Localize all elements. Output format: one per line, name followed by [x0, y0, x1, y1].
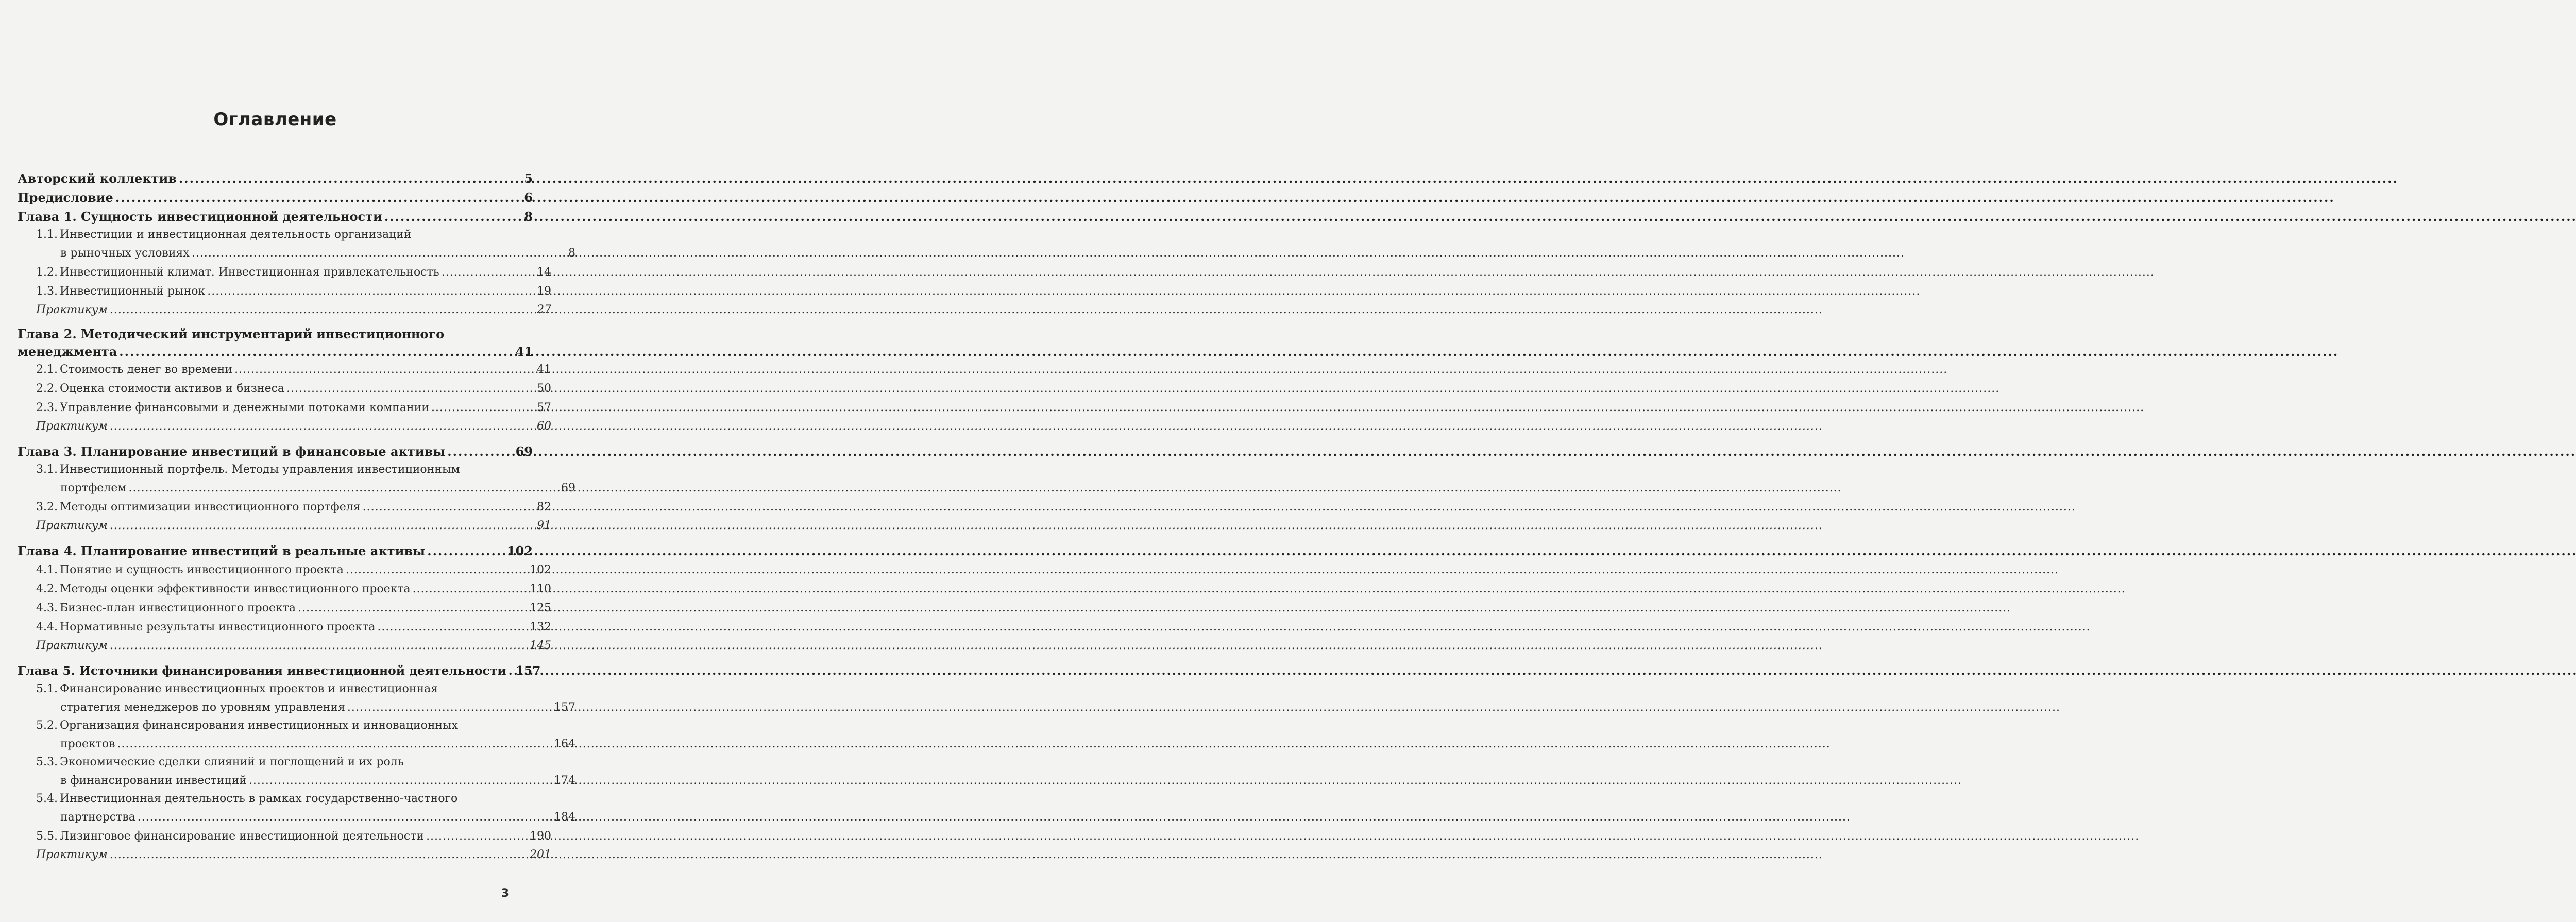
- section-page: 14: [537, 266, 551, 279]
- toc-section-4-4: [18, 618, 551, 637]
- section-label: Инвестиционная деятельность в рамках государственно-частного: [60, 792, 458, 805]
- toc-chapter-1: [18, 207, 533, 226]
- section-page: 164: [554, 738, 575, 750]
- toc-section-5-3: [18, 754, 533, 771]
- section-label: Организация финансирования инвестиционных и инновационных: [60, 719, 459, 732]
- toc-chapter-2: Глава 2. Методический инструментарий инвестиционного: [18, 327, 445, 342]
- page-number: 3: [501, 887, 509, 900]
- toc-section-4-1: [18, 560, 551, 579]
- section-label: Инвестиционный рынок: [60, 285, 206, 298]
- toc-page: [18, 0, 575, 922]
- section-label: Нормативные результаты инвестиционного проекта: [60, 621, 376, 634]
- section-page: 82: [537, 501, 551, 514]
- section-page: 19: [537, 285, 551, 298]
- section-label-cont: в финансировании инвестиций: [60, 774, 247, 787]
- section-label: Финансирование инвестиционных проектов и инвестиционная: [60, 682, 438, 695]
- section-label: Инвестиционный портфель. Методы управления инвестиционным: [60, 463, 460, 476]
- section-number: 4.3.: [36, 602, 58, 614]
- toc-practicum-1: [18, 301, 551, 319]
- toc-practicum-5: [18, 846, 551, 864]
- section-number: 1.3.: [36, 285, 58, 298]
- section-number: 2.1.: [36, 363, 58, 376]
- section-label: Методы оценки эффективности инвестиционного проекта: [60, 583, 411, 595]
- dot-leader: [110, 417, 535, 436]
- section-number: 4.1.: [36, 564, 58, 576]
- toc-section-3-1-cont: [18, 479, 575, 498]
- section-number: 3.1.: [36, 463, 58, 476]
- toc-section-5-1-cont: [18, 698, 575, 717]
- dot-leader: [234, 360, 535, 379]
- dot-leader: [413, 579, 528, 599]
- section-number: 1.2.: [36, 266, 58, 279]
- dot-leader: [427, 541, 505, 560]
- section-page: 69: [561, 482, 575, 494]
- toc-section-3-2: [18, 498, 551, 517]
- section-page: 132: [530, 621, 551, 634]
- section-number: 5.3.: [36, 756, 58, 769]
- section-number: 5.1.: [36, 682, 58, 695]
- section-page: 50: [537, 382, 551, 395]
- toc-chapter-3: [18, 442, 533, 461]
- section-number: 5.4.: [36, 792, 58, 805]
- practicum-page: 201: [530, 848, 551, 861]
- dot-leader: [509, 661, 514, 680]
- toc-chapter-label: Глава 4. Планирование инвестиций в реальные активы: [18, 543, 426, 558]
- toc-section-4-3: [18, 599, 551, 618]
- dot-leader: [442, 263, 535, 282]
- toc-chapter-5: [18, 661, 541, 680]
- section-number: 2.3.: [36, 401, 58, 414]
- toc-section-5-4: [18, 790, 533, 808]
- section-label: Методы оптимизации инвестиционного портфеля: [60, 501, 361, 514]
- section-number: 4.2.: [36, 583, 58, 595]
- toc-section-5-1: [18, 680, 533, 698]
- toc-chapter-page: 41: [515, 344, 533, 359]
- toc-section-5-2: [18, 717, 533, 735]
- dot-leader: [138, 808, 552, 827]
- dot-leader: [115, 188, 522, 207]
- section-page: 57: [537, 401, 551, 414]
- toc-section-2-3: [18, 398, 551, 417]
- table-of-contents: [18, 169, 575, 864]
- dot-leader: [346, 560, 528, 579]
- dot-leader: [179, 169, 522, 188]
- practicum-page: 27: [537, 303, 551, 316]
- toc-entry-authors: [18, 169, 533, 188]
- section-label-cont: стратегия менеджеров по уровням управления: [60, 701, 345, 714]
- toc-entry-preface: [18, 188, 533, 207]
- dot-leader: [363, 498, 535, 517]
- toc-chapter-4: [18, 541, 533, 560]
- section-label: Управление финансовыми и денежными потоками компании: [60, 401, 429, 414]
- section-page: 190: [530, 830, 551, 843]
- section-label: Бизнес-план инвестиционного проекта: [60, 602, 296, 614]
- toc-section-1-2: [18, 263, 551, 282]
- toc-section-5-4-cont: [18, 808, 575, 827]
- toc-section-1-1: [18, 226, 533, 244]
- practicum-label: Практикум: [36, 420, 108, 433]
- section-number: 5.5.: [36, 830, 58, 843]
- section-label: Экономические сделки слияний и поглощений и их роль: [60, 756, 404, 769]
- toc-practicum-2: [18, 417, 551, 436]
- toc-section-5-2-cont: [18, 735, 575, 754]
- section-label: Инвестиции и инвестиционная деятельность организаций: [60, 228, 412, 241]
- dot-leader: [384, 207, 522, 226]
- toc-practicum-4: [18, 637, 551, 655]
- section-label: Стоимость денег во времени: [60, 363, 233, 376]
- toc-section-3-1: [18, 461, 533, 479]
- toc-chapter-page: 69: [515, 444, 533, 459]
- toc-entry-label: Авторский коллектив: [18, 171, 177, 186]
- section-page: 157: [554, 701, 575, 714]
- toc-chapter-label-cont: менеджмента: [18, 344, 117, 359]
- practicum-page: 145: [530, 639, 551, 652]
- section-page: 174: [554, 774, 575, 787]
- section-number: 3.2.: [36, 501, 58, 514]
- toc-entry-page: 5: [524, 171, 533, 186]
- section-number: 2.2.: [36, 382, 58, 395]
- toc-chapter-2-cont: [18, 343, 533, 360]
- section-label-cont: в рыночных условиях: [60, 247, 190, 260]
- section-label: Оценка стоимости активов и бизнеса: [60, 382, 285, 395]
- section-page: 184: [554, 811, 575, 824]
- dot-leader: [119, 343, 513, 360]
- toc-section-4-2: [18, 579, 551, 599]
- section-page: 102: [530, 564, 551, 576]
- practicum-label: Практикум: [36, 639, 108, 652]
- section-page: 41: [537, 363, 551, 376]
- practicum-label: Практикум: [36, 519, 108, 532]
- dot-leader: [298, 599, 528, 618]
- toc-section-1-3: [18, 282, 551, 301]
- section-label: Инвестиционный климат. Инвестиционная привлекательность: [60, 266, 439, 279]
- section-number: 4.4.: [36, 621, 58, 634]
- toc-entry-label: Предисловие: [18, 190, 113, 205]
- dot-leader: [110, 517, 535, 535]
- page-title: Оглавление: [213, 109, 337, 130]
- dot-leader: [117, 735, 552, 754]
- section-label-cont: проектов: [60, 738, 115, 750]
- toc-chapter-page: 102: [506, 543, 533, 558]
- practicum-page: 60: [537, 420, 551, 433]
- toc-chapter-label: Глава 5. Источники финансирования инвестиционной деятельности: [18, 663, 506, 678]
- dot-leader: [286, 379, 535, 398]
- practicum-label: Практикум: [36, 303, 108, 316]
- section-label: Лизинговое финансирование инвестиционной деятельности: [60, 830, 425, 843]
- dot-leader: [110, 846, 528, 864]
- toc-section-2-1: [18, 360, 551, 379]
- practicum-page: 91: [537, 519, 551, 532]
- toc-practicum-3: [18, 517, 551, 535]
- dot-leader: [249, 771, 552, 790]
- section-page: 125: [530, 602, 551, 614]
- dot-leader: [447, 442, 513, 461]
- practicum-label: Практикум: [36, 848, 108, 861]
- section-number: 1.1.: [36, 228, 58, 241]
- toc-section-1-1-cont: [18, 244, 575, 263]
- dot-leader: [110, 301, 535, 319]
- toc-section-5-5: [18, 827, 551, 846]
- toc-chapter-label: Глава 3. Планирование инвестиций в финансовые активы: [18, 444, 446, 459]
- dot-leader: [207, 282, 535, 301]
- toc-chapter-label: Глава 1. Сущность инвестиционной деятельности: [18, 209, 382, 224]
- dot-leader: [192, 244, 566, 263]
- toc-chapter-page: 157: [515, 663, 541, 678]
- dot-leader: [129, 479, 559, 498]
- toc-entry-page: 6: [524, 190, 533, 205]
- toc-section-2-2: [18, 379, 551, 398]
- section-number: 5.2.: [36, 719, 58, 732]
- dot-leader: [377, 618, 528, 637]
- dot-leader: [347, 698, 552, 717]
- section-label-cont: партнерства: [60, 811, 135, 824]
- section-label: Понятие и сущность инвестиционного проекта: [60, 564, 344, 576]
- section-page: 110: [530, 583, 551, 595]
- dot-leader: [426, 827, 528, 846]
- section-label-cont: портфелем: [60, 482, 127, 494]
- toc-section-5-3-cont: [18, 771, 575, 790]
- dot-leader: [431, 398, 535, 417]
- dot-leader: [110, 637, 528, 655]
- section-page: 8: [568, 247, 575, 260]
- toc-chapter-page: 8: [524, 209, 533, 224]
